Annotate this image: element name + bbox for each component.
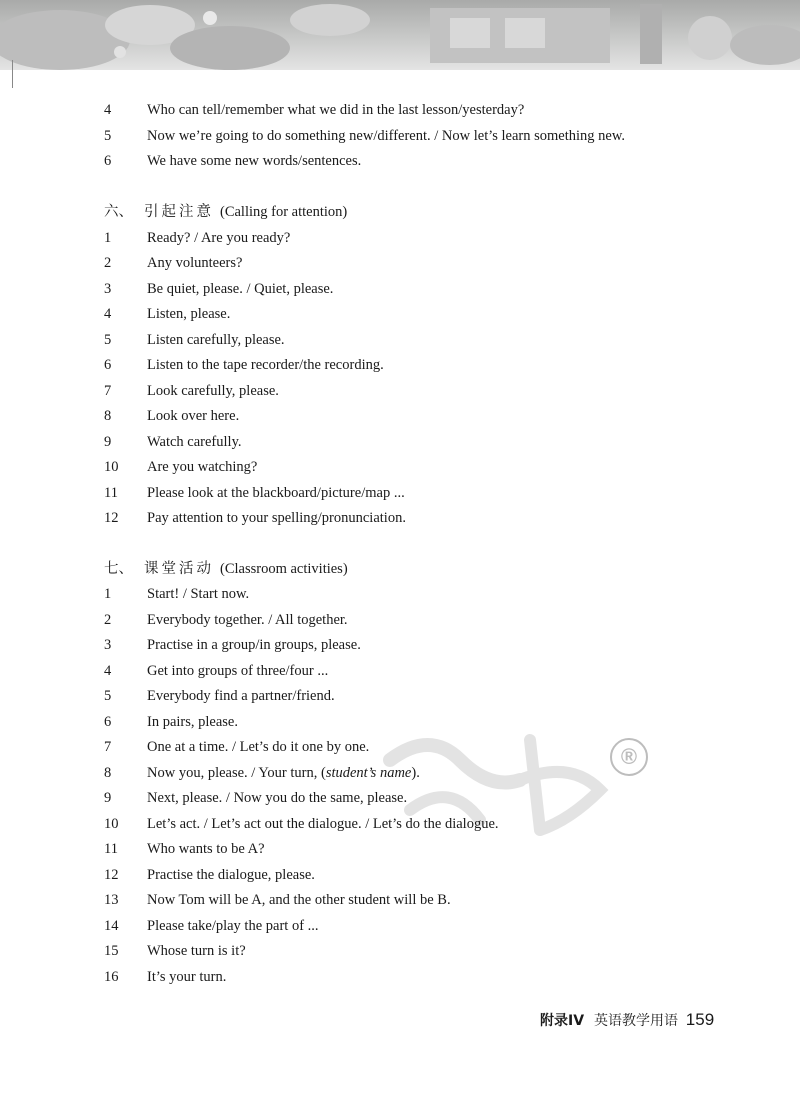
item-number: 13 [104, 892, 119, 908]
margin-rule [12, 60, 13, 88]
item-text: Any volunteers? [147, 255, 243, 271]
section-heading-calling-for-attention [104, 203, 347, 221]
item-number: 2 [104, 612, 112, 628]
item-text: Be quiet, please. / Quiet, please. [147, 281, 334, 297]
item-number: 15 [104, 943, 119, 959]
item-text: Practise the dialogue, please. [147, 867, 315, 883]
item-number: 6 [104, 357, 112, 373]
item-text: Ready? / Are you ready? [147, 230, 291, 246]
section-title-cn: 引起注意 [144, 204, 214, 220]
item-number: 16 [104, 969, 119, 985]
section-heading-classroom-activities [104, 560, 348, 578]
section-title-cn: 课堂活动 [144, 561, 214, 577]
item-number: 4 [104, 102, 112, 118]
item-number: 4 [104, 306, 112, 322]
item-number: 12 [104, 510, 119, 526]
item-text: Everybody together. / All together. [147, 612, 348, 628]
item-text: Listen, please. [147, 306, 231, 322]
item-text: In pairs, please. [147, 714, 238, 730]
item-number: 3 [104, 637, 112, 653]
item-number: 4 [104, 663, 112, 679]
section-marker: 六、 [104, 204, 133, 220]
item-number: 9 [104, 790, 112, 806]
item-text: Whose turn is it? [147, 943, 246, 959]
page-number: 159 [685, 1010, 715, 1029]
item-number: 6 [104, 714, 112, 730]
item-text: One at a time. / Let’s do it one by one. [147, 739, 370, 755]
item-text: Watch carefully. [147, 434, 242, 450]
footer-appendix-label: 附录IV [540, 1013, 585, 1029]
item-text: We have some new words/sentences. [147, 153, 362, 169]
item-number: 7 [104, 383, 112, 399]
item-number: 14 [104, 918, 119, 934]
item-number: 1 [104, 586, 112, 602]
item-number: 3 [104, 281, 112, 297]
item-text: Listen carefully, please. [147, 332, 285, 348]
section-marker: 七、 [104, 561, 133, 577]
item-text: Now Tom will be A, and the other student will be B. [147, 892, 451, 908]
item-text: Who wants to be A? [147, 841, 265, 857]
item-text: It’s your turn. [147, 969, 227, 985]
item-number: 2 [104, 255, 112, 271]
header-banner-illustration [0, 0, 800, 70]
item-text-italic-placeholder: student’s name [325, 765, 412, 781]
item-text: Look carefully, please. [147, 383, 279, 399]
item-number: 8 [104, 408, 112, 424]
item-text: Get into groups of three/four ... [147, 663, 329, 679]
item-number: 12 [104, 867, 119, 883]
item-text: Next, please. / Now you do the same, please. [147, 790, 408, 806]
item-text: Please take/play the part of ... [147, 918, 319, 934]
item-text: Look over here. [147, 408, 240, 424]
item-number: 9 [104, 434, 112, 450]
item-number: 10 [104, 459, 119, 475]
item-text-part: ). [411, 765, 420, 781]
item-text: Listen to the tape recorder/the recording. [147, 357, 384, 373]
item-text: Please look at the blackboard/picture/map ... [147, 485, 405, 501]
item-text: Everybody find a partner/friend. [147, 688, 335, 704]
item-number: 7 [104, 739, 112, 755]
item-text: Practise in a group/in groups, please. [147, 637, 361, 653]
item-text: Who can tell/remember what we did in the last lesson/yesterday? [147, 102, 525, 118]
footer-title: 英语教学用语 [594, 1013, 679, 1029]
item-number: 5 [104, 332, 112, 348]
item-number: 11 [104, 485, 118, 501]
item-number: 6 [104, 153, 112, 169]
page-footer [540, 1010, 714, 1030]
item-number: 8 [104, 765, 112, 781]
item-text: Now we’re going to do something new/different. / Now let’s learn something new. [147, 128, 625, 144]
section-title-en: (Classroom activities) [220, 561, 348, 577]
item-number: 10 [104, 816, 119, 832]
item-number: 11 [104, 841, 118, 857]
item-text: Let’s act. / Let’s act out the dialogue. / Let’s do the dialogue. [147, 816, 499, 832]
section-title-en: (Calling for attention) [220, 204, 348, 220]
item-text: Start! / Start now. [147, 586, 250, 602]
item-text: Pay attention to your spelling/pronunciation. [147, 510, 406, 526]
item-number: 1 [104, 230, 112, 246]
item-text: Are you watching? [147, 459, 258, 475]
item-number: 5 [104, 688, 112, 704]
registered-trademark-mark: ® [610, 738, 648, 776]
item-text-part: Now you, please. / Your turn, ( [147, 765, 326, 781]
item-number: 5 [104, 128, 112, 144]
item-text [147, 764, 420, 782]
